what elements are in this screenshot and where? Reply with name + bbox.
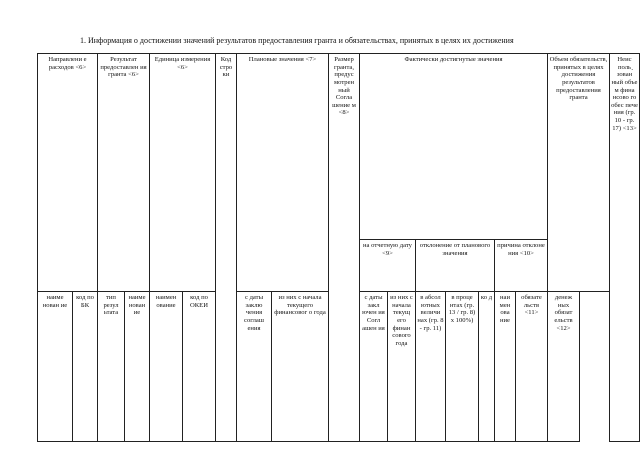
col-plan-current-year: из них с начала текущего финансовог о года <box>272 292 329 442</box>
subheader-reporting-date: на отчетную дату <9> <box>360 240 416 292</box>
margin-mark: · <box>631 66 634 74</box>
col-deviation-absolute: в абсол ютных величи нах (гр. 8 - гр. 11) <box>416 292 446 442</box>
col-bk-code: код по БК <box>73 292 98 442</box>
col-monetary-obligations: денеж ных обязат ельств <12> <box>548 292 580 442</box>
grant-results-table <box>37 53 640 442</box>
header-planned-values: Плановые значения <7> <box>237 54 329 292</box>
col-result-name: наиме нован ие <box>125 292 150 442</box>
header-line-code: Код стро ки <box>216 54 237 442</box>
header-unused-funds: Неис поль зован ный объе м фина нсово го обес пече ния (гр. 10 - гр. 17) <13> <box>610 54 640 442</box>
col-reason-name: наи мен ова ние <box>495 292 516 442</box>
col-plan-since-agreement: с даты заклю чения соглаш ения <box>237 292 272 442</box>
header-unit: Единица измерения <6> <box>150 54 216 292</box>
col-unit-name: наимен ование <box>150 292 183 442</box>
header-grant-size: Размер гранта, предус мотрен ный Согла шение м <8> <box>329 54 360 442</box>
col-okei-code: код по ОКЕИ <box>183 292 216 442</box>
col-name: наиме нован ие <box>38 292 73 442</box>
col-result-type: тип резул ьтата <box>98 292 125 442</box>
subheader-deviation: отклонение от планового значения <box>416 240 495 292</box>
col-obligations: обязате льств <11> <box>516 292 548 442</box>
header-actual-values: Фактически достигнутые значения <box>360 54 548 240</box>
header-obligations: Объем обязательств, принятых в целях достижения результатов предоставления гранта <box>548 54 610 292</box>
col-deviation-percent: в проце нтах (гр. 13 / гр. 8) х 100%) <box>446 292 479 442</box>
col-actual-since-agreement: с даты закл ючен ия Согл ашен ия <box>360 292 388 442</box>
col-actual-current-year: из них с начала текущ его финан сового года <box>388 292 416 442</box>
header-expense-direction: Направлени е расходов <6> <box>38 54 98 292</box>
subheader-deviation-reason: причина отклоне ния <10> <box>495 240 548 292</box>
section-title: 1. Информация о достижении значений результатов предоставления гранта и обязательствах, принятых в целях их достижения <box>80 36 514 45</box>
header-grant-result: Результат предоставлен ия гранта <6> <box>98 54 150 292</box>
col-reason-code: ко д <box>479 292 495 442</box>
